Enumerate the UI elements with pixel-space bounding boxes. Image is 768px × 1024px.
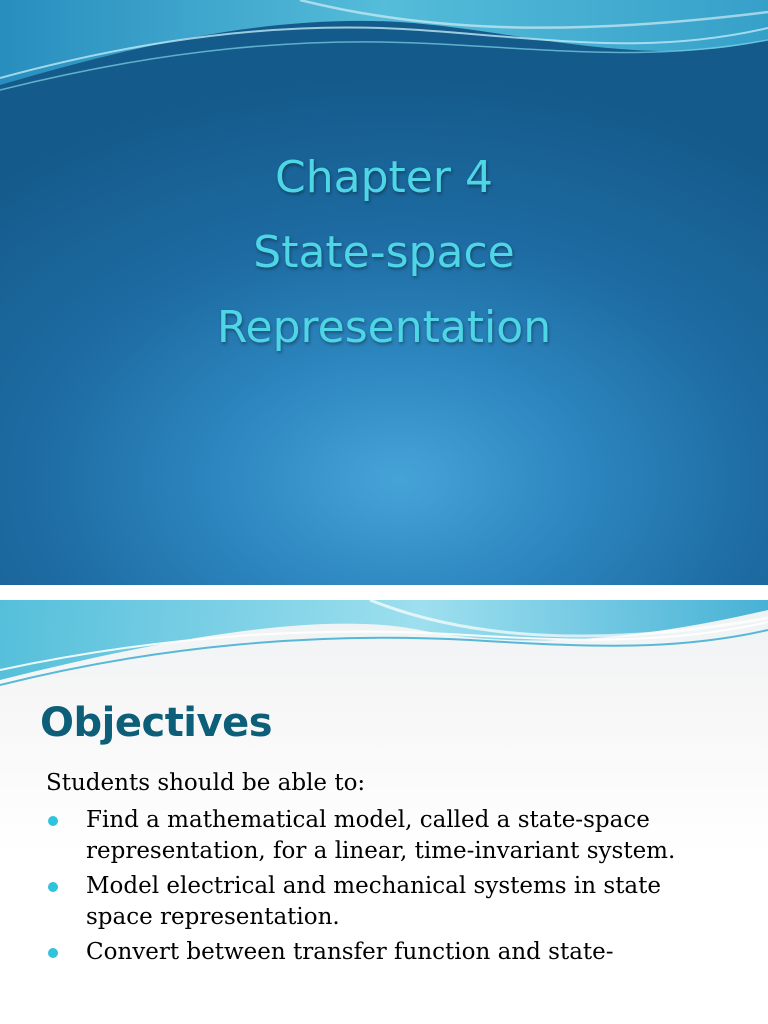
decorative-wave-top: [0, 0, 768, 110]
slide-separator: [0, 585, 768, 600]
objectives-slide: [0, 600, 768, 1024]
bullet-icon: [48, 816, 58, 826]
bullet-icon: [48, 882, 58, 892]
objectives-intro: Students should be able to:: [46, 770, 366, 796]
objectives-body: [46, 768, 746, 972]
list-item-text: Convert between transfer function and state-: [86, 939, 614, 965]
list-item-text: Model electrical and mechanical systems in state space representation.: [86, 873, 661, 930]
title-line-1: Chapter 4: [275, 152, 493, 203]
bullet-icon: [48, 948, 58, 958]
list-item: [46, 871, 676, 933]
list-item: [46, 937, 676, 968]
list-item: [46, 805, 676, 867]
list-item-text: Find a mathematical model, called a state-space representation, for a linear, time-invariant system.: [86, 807, 676, 864]
slide-title: [0, 140, 768, 365]
decorative-wave-top: [0, 600, 768, 695]
objectives-list: [46, 805, 746, 968]
title-line-2: State-space: [253, 227, 515, 278]
title-line-3: Representation: [216, 302, 552, 353]
objectives-heading: Objectives: [40, 700, 273, 746]
